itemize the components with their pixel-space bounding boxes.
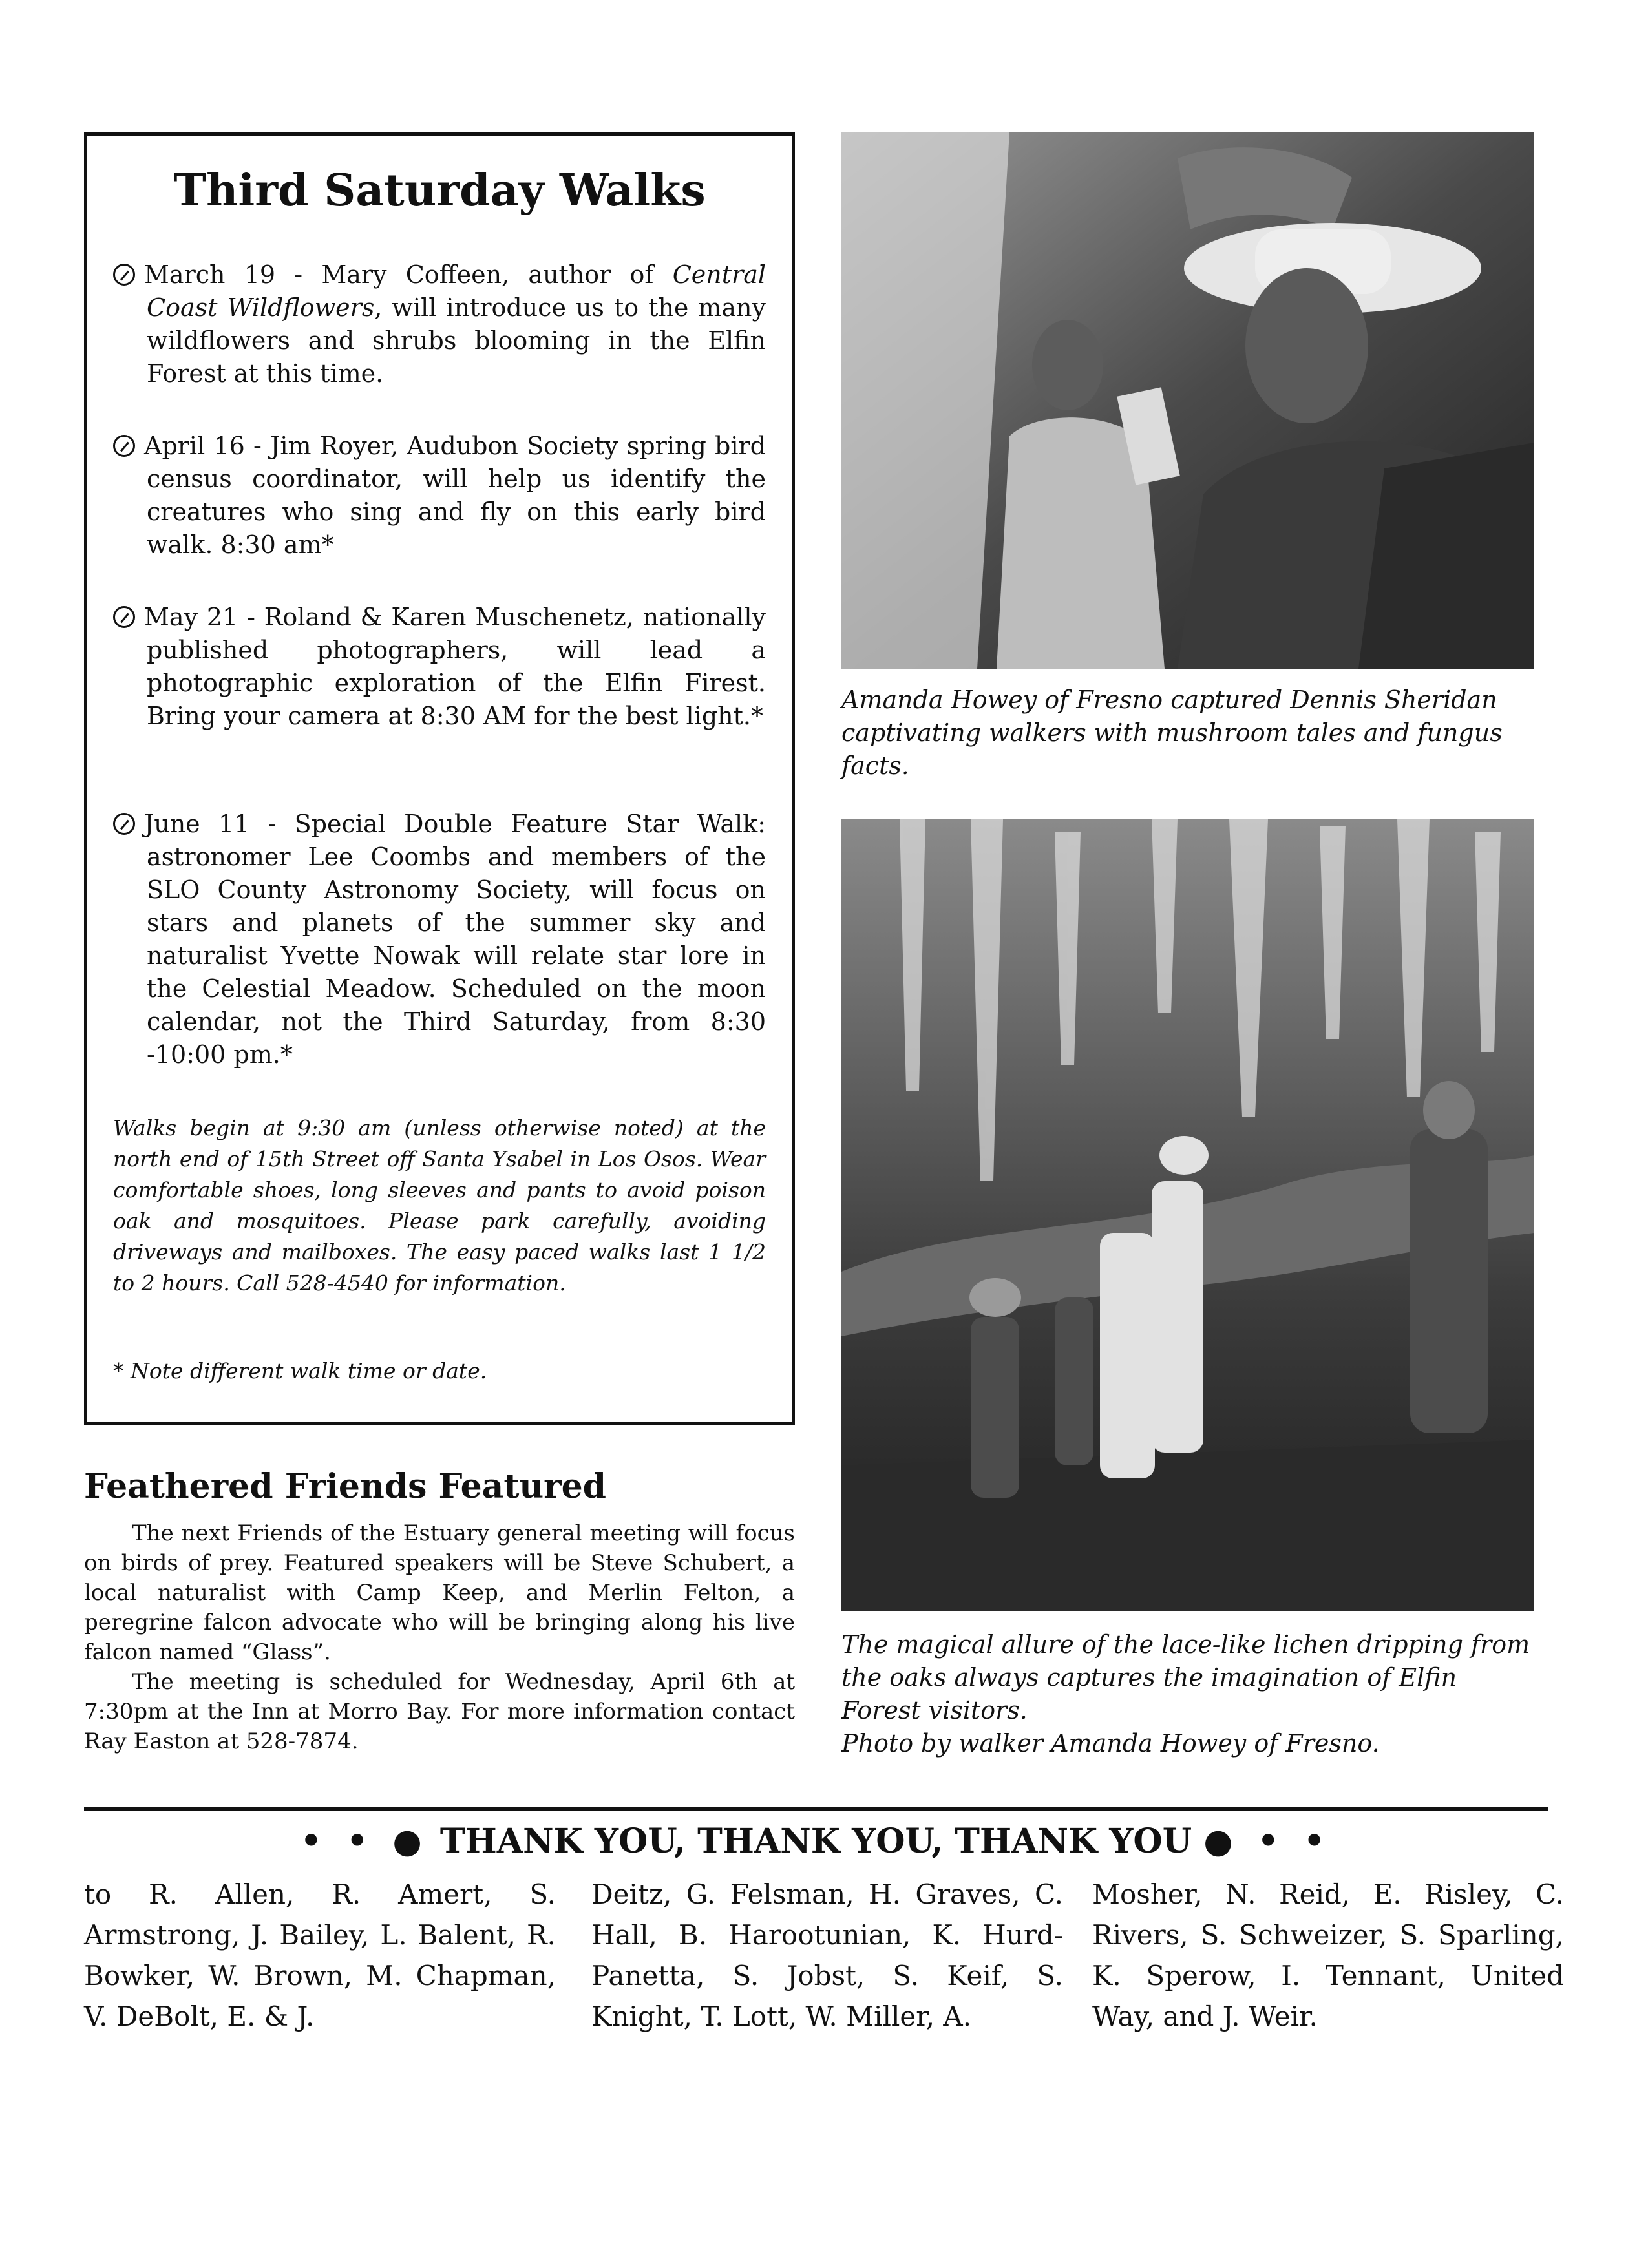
photo-lichen-oaks — [841, 819, 1534, 1611]
walk-text: March 19 - Mary Coffeen, author of — [144, 260, 673, 289]
check-circle-icon — [113, 813, 135, 835]
photo-image — [841, 819, 1534, 1611]
check-circle-icon — [113, 264, 135, 286]
walk-text: April 16 - Jim Royer, Audubon Society spring bird census coordinator, will help us identify the creatures who sing and fly on this early bird walk. 8:30 am* — [144, 432, 766, 559]
thanks-column: Mosher, N. Reid, E. Risley, C. Rivers, S. Schweizer, S. Sparling, K. Sperow, I. Tennant, United Way, and J. Weir. — [1092, 1878, 1564, 2032]
feathered-paragraph: The next Friends of the Estuary general meeting will focus on birds of prey. Featured speakers will be Steve Schubert, a local naturalist with Camp Keep, and Merlin Felton, a peregrine falcon advocate who will be bringing along his live falcon named “Glass”. — [84, 1520, 795, 1665]
photo-image — [841, 132, 1534, 669]
feathered-title: Feathered Friends Featured — [84, 1467, 607, 1506]
book-title: Central Coast Wildflowers — [147, 260, 766, 322]
photo-caption-2 — [841, 1628, 1536, 1760]
walk-text: June 11 - Special Double Feature Star Walk: astronomer Lee Coombs and members of the SLO County Astronomy Society, will focus on stars and planets of the summer sky and naturalist Yvette Nowak will relate star lore in the Celestial Meadow. Scheduled on the moon calendar, not the Third Saturday, from 8:30 -10:00 pm.* — [144, 810, 766, 1069]
caption-text: The magical allure of the lace-like lichen dripping from the oaks always captures the imagination of Elfin Forest visitors. — [841, 1630, 1530, 1725]
walk-text: , will introduce us to the many wildflowers and shrubs blooming in the Elfin Forest at this time. — [147, 293, 766, 388]
walks-title: Third Saturday Walks — [173, 165, 706, 216]
bullet-dots-icon: • • ● — [300, 1822, 428, 1861]
walks-box — [84, 132, 795, 1425]
thanks-column: to R. Allen, R. Amert, S. Armstrong, J. Bailey, L. Balent, R. Bowker, W. Brown, M. Chapman, V. DeBolt, E. & J. — [84, 1878, 556, 2032]
walk-item-april — [113, 430, 766, 562]
check-circle-icon — [113, 435, 135, 457]
check-circle-icon — [113, 606, 135, 628]
photo-credit: Photo by walker Amanda Howey of Fresno. — [841, 1729, 1380, 1758]
thanks-heading — [84, 1819, 1548, 1864]
feathered-body — [84, 1518, 795, 1756]
walks-note: * Note different walk time or date. — [113, 1358, 487, 1383]
walks-info: Walks begin at 9:30 am (unless otherwise noted) at the north end of 15th Street off Santa Ysabel in Los Osos. Wear comfortable shoes, long sleeves and pants to avoid poison oak and mosquitoes. Please park carefully, avoiding driveways and mailboxes. The easy paced walks last 1 1/2 to 2 hours. Call 528-4540 for information. — [113, 1115, 766, 1296]
thanks-heading-text: THANK YOU, THANK YOU, THANK YOU — [439, 1822, 1192, 1861]
photo-mushroom-walk — [841, 132, 1534, 669]
walk-item-march — [113, 258, 766, 390]
feathered-paragraph: The meeting is scheduled for Wednesday, April 6th at 7:30pm at the Inn at Morro Bay. For more information contact Ray Easton at 528-7874. — [84, 1669, 795, 1754]
walk-item-may — [113, 601, 766, 733]
walk-item-june — [113, 808, 766, 1071]
thanks-column: Deitz, G. Felsman, H. Graves, C. Hall, B. Harootunian, K. Hurd-Panetta, S. Jobst, S. Keif, S. Knight, T. Lott, W. Miller, A. — [591, 1878, 1063, 2032]
photo-caption-1: Amanda Howey of Fresno captured Dennis Sheridan captivating walkers with mushroom tales and fungus facts. — [841, 686, 1503, 780]
bullet-dots-icon: ● • • — [1203, 1822, 1332, 1861]
divider — [84, 1807, 1548, 1811]
walk-text: May 21 - Roland & Karen Muschenetz, nationally published photographers, will lead a photographic exploration of the Elfin Firest. Bring your camera at 8:30 AM for the best light.* — [144, 603, 766, 730]
